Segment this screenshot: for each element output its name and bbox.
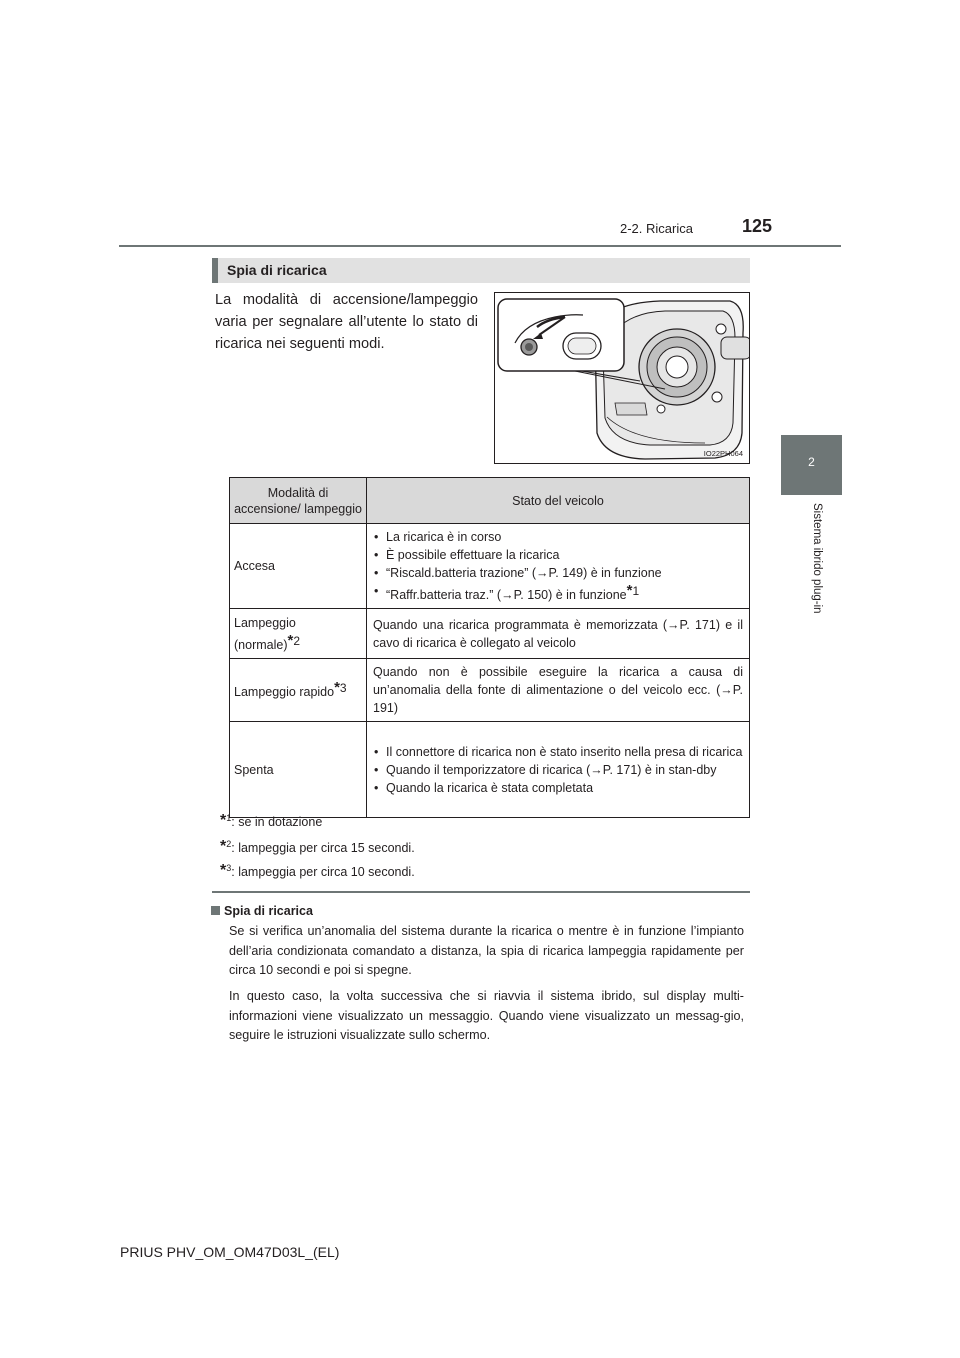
footnote-text: : lampeggia per circa 10 secondi. — [231, 865, 415, 879]
chapter-tab — [781, 435, 842, 495]
status-list — [373, 528, 743, 604]
status-cell: Quando una ricarica programmata è memorizzata (→P. 171) e il cavo di ricarica è collegato al veicolo — [367, 609, 750, 659]
footnote-star: * — [626, 582, 633, 599]
footnote-number: 1 — [226, 813, 232, 823]
illustration-code: IO22PH064 — [703, 449, 743, 458]
square-bullet-icon — [211, 906, 220, 915]
list-item: • Il connettore di ricarica non è stato inserito nella presa di ricarica — [373, 743, 743, 761]
footnote-marker — [334, 681, 347, 695]
mode-text: (normale) — [234, 637, 288, 652]
chapter-label-area — [781, 495, 842, 670]
list-item: • È possibile effettuare la ricarica — [373, 546, 743, 564]
list-item — [373, 582, 743, 604]
header-divider — [119, 245, 841, 247]
footnote-text: : se in dotazione — [231, 815, 323, 829]
charging-port-illustration — [494, 292, 750, 464]
document-footer: PRIUS PHV_OM_OM47D03L_(EL) — [120, 1244, 340, 1260]
status-cell — [367, 722, 750, 818]
intro-paragraph: La modalità di accensione/lampeggio varia per segnalare all’utente lo stato di ricarica nei seguenti modi. — [215, 292, 478, 352]
note-paragraph: Se si verifica un’anomalia del sistema durante la ricarica o mentre è in funzione l’impianto dell’aria condizionata comandato a distanza, la spia di ricarica lampeggia rapidamente per circa 10 secondi e poi si spegne. — [229, 924, 744, 977]
footnote-star: * — [334, 679, 340, 696]
list-item: • “Riscald.batteria trazione” (→P. 149) è in funzione — [373, 564, 743, 582]
list-item: • La ricarica è in corso — [373, 528, 743, 546]
table-row — [230, 722, 750, 818]
footnote-number: 2 — [293, 633, 301, 648]
mode-cell: Accesa — [230, 524, 367, 609]
mode-text: Lampeggio rapido — [234, 685, 335, 699]
mode-cell — [230, 609, 367, 659]
footnote — [220, 812, 322, 830]
notes-divider — [212, 891, 750, 893]
status-cell: Quando non è possibile eseguire la ricarica a causa di un’anomalia della fonte di alimentazione o del veicolo ecc. (→P. 191) — [367, 659, 750, 722]
table-header-row — [230, 478, 750, 524]
footnote — [220, 838, 415, 856]
charging-indicator-table — [229, 477, 750, 818]
footnote — [220, 862, 415, 880]
note-heading — [211, 904, 313, 918]
footnote-marker — [287, 631, 301, 649]
footnote-star: * — [220, 812, 227, 829]
mode-cell: Spenta — [230, 722, 367, 818]
footnote-star: * — [220, 838, 227, 855]
note-paragraph: In questo caso, la volta successiva che si riavvia il sistema ibrido, sul display multi-informazioni viene visualizzato un messaggio. Quando viene visualizzato un messag-gio, seguire le istruzioni visualizzate sullo schermo. — [229, 989, 744, 1042]
footnote-number: 3 — [226, 863, 232, 873]
mode-text: Lampeggio — [234, 615, 296, 630]
table-row — [230, 524, 750, 609]
section-heading-bar — [212, 258, 218, 283]
running-header-section: 2-2. Ricarica — [620, 221, 693, 236]
footnote-text: : lampeggia per circa 15 secondi. — [231, 841, 415, 855]
list-item-text: “Raffr.batteria traz.” (→P. 150) è in funzione — [386, 588, 627, 602]
footnote-marker — [627, 584, 640, 598]
footnote-star: * — [220, 862, 227, 879]
note-title: Spia di ricarica — [224, 904, 313, 918]
list-item: • Quando il temporizzatore di ricarica (→P. 171) è in stan-dby — [373, 761, 743, 779]
footnote-number: 2 — [226, 839, 232, 849]
mode-cell — [230, 659, 367, 722]
section-title: Spia di ricarica — [227, 262, 327, 278]
list-item: • Quando la ricarica è stata completata — [373, 779, 743, 797]
chapter-label: Sistema ibrido plug-in — [811, 503, 823, 614]
table-header-status: Stato del veicolo — [367, 478, 750, 524]
page-number: 125 — [742, 216, 773, 236]
table-row — [230, 659, 750, 722]
status-list — [373, 743, 743, 797]
charging-port-drawing — [495, 293, 750, 464]
footnote-star: * — [287, 631, 294, 649]
table-row — [230, 609, 750, 659]
section-heading — [212, 258, 750, 283]
footnote-number: 1 — [632, 584, 640, 598]
status-cell — [367, 524, 750, 609]
chapter-number: 2 — [808, 455, 815, 469]
footnote-number: 3 — [339, 681, 347, 695]
table-header-mode: Modalità di accensione/ lampeggio — [230, 478, 367, 524]
